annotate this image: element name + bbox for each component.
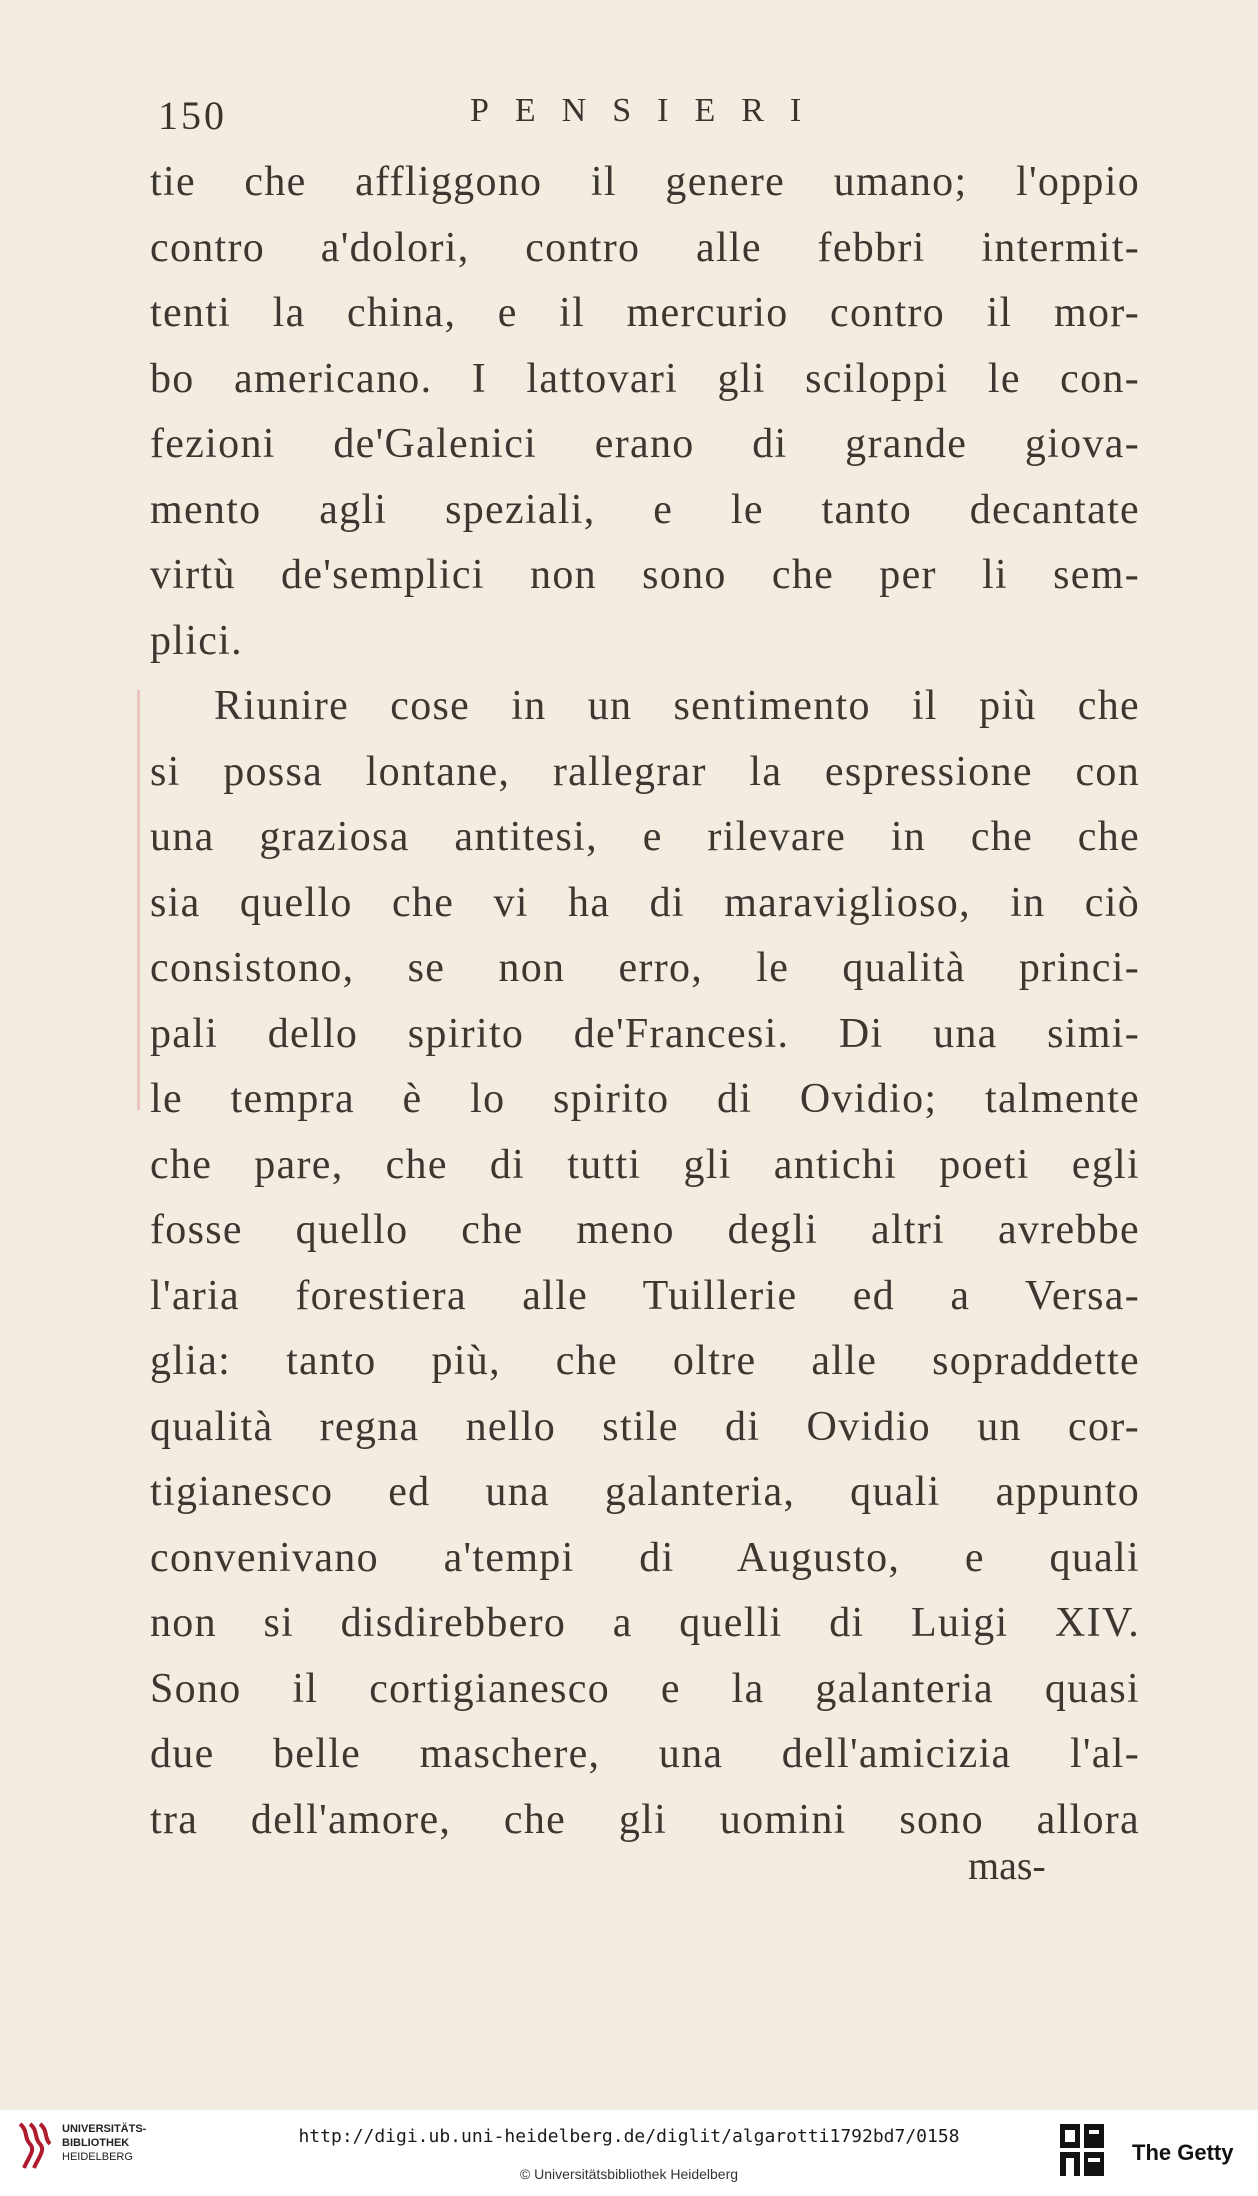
permalink-url[interactable]: http://digi.ub.uni-heidelberg.de/diglit/algarotti1792bd7/0158 [298, 2126, 960, 2147]
text-line: glia: tanto più, che oltre alle sopraddette [150, 1338, 1140, 1384]
text-line: pali dello spirito de'Francesi. Di una simi- [150, 1010, 1140, 1057]
text-line: una graziosa antitesi, e rilevare in che che [150, 814, 1140, 860]
text-line: convenivano a'tempi di Augusto, e quali [150, 1534, 1140, 1581]
text-line: tenti la china, e il mercurio contro il mor- [150, 290, 1140, 336]
text-line: Riunire cose in un sentimento il più che [214, 683, 1140, 729]
library-name-line1: UNIVERSITÄTS- [62, 2123, 147, 2135]
text-line: tigianesco ed una galanteria, quali appunto [150, 1469, 1140, 1515]
library-name-line3: HEIDELBERG [62, 2151, 133, 2163]
text-line: mento agli speziali, e le tanto decantate [150, 486, 1140, 533]
getty-label: The Getty [1132, 2140, 1234, 2165]
text-line: non si disdirebbero a quelli di Luigi XIV. [150, 1600, 1140, 1646]
text-line: sia quello che vi ha di maraviglioso, in ciò [150, 879, 1140, 926]
getty-logo[interactable] [1058, 2122, 1248, 2182]
body-text [150, 150, 1140, 1853]
text-line: l'aria forestiera alle Tuillerie ed a Versa- [150, 1272, 1140, 1319]
margin-mark [137, 690, 140, 1110]
text-line: si possa lontane, rallegrar la espressione con [150, 748, 1140, 795]
text-line: fezioni de'Galenici erano di grande giova- [150, 421, 1140, 467]
text-line: le tempra è lo spirito di Ovidio; talmente [150, 1076, 1140, 1122]
page-number: 150 [158, 93, 227, 138]
text-line: Sono il cortigianesco e la galanteria quasi [150, 1665, 1140, 1712]
catchword: mas- [968, 1843, 1046, 1888]
text-line: bo americano. I lattovari gli sciloppi le con- [150, 355, 1140, 402]
text-line: qualità regna nello stile di Ovidio un cor- [150, 1403, 1140, 1450]
text-line: tie che affliggono il genere umano; l'oppio [150, 159, 1140, 205]
text-line: tra dell'amore, che gli uomini sono allora [150, 1796, 1140, 1843]
text-line: virtù de'semplici non sono che per li sem- [150, 552, 1140, 598]
running-head: PENSIERI [470, 92, 828, 129]
page-header [158, 92, 1138, 152]
library-name-line2: BIBLIOTHEK [62, 2137, 130, 2149]
text-line: contro a'dolori, contro alle febbri intermit- [150, 224, 1140, 271]
text-line: consistono, se non erro, le qualità princi- [150, 945, 1140, 991]
text-line: due belle maschere, una dell'amicizia l'al- [150, 1731, 1140, 1777]
text-line: fosse quello che meno degli altri avrebbe [150, 1207, 1140, 1253]
copyright-notice: © Universitätsbibliothek Heidelberg [519, 2166, 739, 2182]
text-line: che pare, che di tutti gli antichi poeti egli [150, 1141, 1140, 1188]
getty-icon [1058, 2122, 1108, 2178]
text-line: plici. [150, 617, 243, 664]
